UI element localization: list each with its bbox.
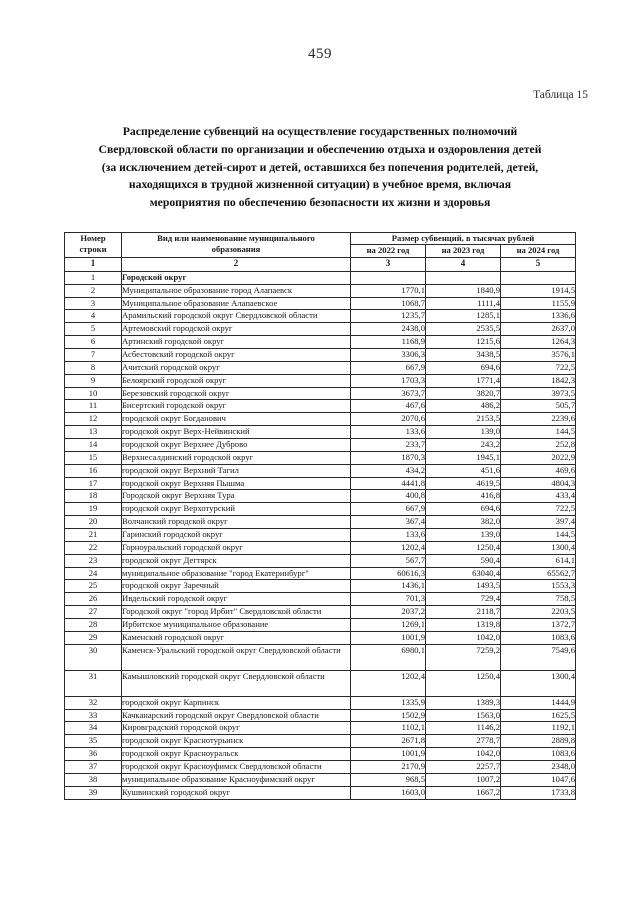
- municipality-name-cell: городской округ Краснотурьинск: [122, 735, 351, 748]
- table-row: [65, 567, 576, 580]
- subvention-2022-cell: 1502,9: [351, 709, 426, 722]
- table-row: [65, 773, 576, 786]
- table-row: [65, 529, 576, 542]
- subvention-2022-cell: 1202,4: [351, 670, 426, 696]
- column-header-year-2022: на 2022 год: [351, 245, 426, 258]
- municipality-name-cell: Кировградский городской округ: [122, 722, 351, 735]
- table-row: [65, 400, 576, 413]
- subvention-2022-cell: 1870,3: [351, 451, 426, 464]
- table-row: [65, 310, 576, 323]
- municipality-name-cell: городской округ Верхний Тагил: [122, 464, 351, 477]
- subvention-2023-cell: 2153,5: [426, 413, 501, 426]
- municipality-name-cell: Каменск-Уральский городской округ Свердловской области: [122, 644, 351, 670]
- municipality-name-cell: городской округ Заречный: [122, 580, 351, 593]
- municipality-name-cell: городской округ Красноуральск: [122, 748, 351, 761]
- municipality-name-cell: городской округ Красноуфимск Свердловской области: [122, 761, 351, 774]
- subvention-2022-cell: 1068,7: [351, 297, 426, 310]
- subvention-2023-cell: 3820,7: [426, 387, 501, 400]
- title-line-4: находящихся в трудной жизненной ситуации) в учебное время, включая: [128, 178, 512, 192]
- subvention-2024-cell: 1733,8: [501, 786, 576, 799]
- subvention-2024-cell: 2022,9: [501, 451, 576, 464]
- column-number-1: 1: [65, 257, 122, 271]
- municipality-name-cell: городской округ Дегтярск: [122, 554, 351, 567]
- municipality-name-cell: Артинский городской округ: [122, 336, 351, 349]
- subvention-2022-cell: 2170,9: [351, 761, 426, 774]
- subvention-2023-cell: 1111,4: [426, 297, 501, 310]
- row-number-cell: 25: [65, 580, 122, 593]
- row-number-cell: 7: [65, 348, 122, 361]
- municipality-name-cell: Городской округ Верхняя Тура: [122, 490, 351, 503]
- subvention-2023-cell: 694,6: [426, 361, 501, 374]
- table-row: [65, 735, 576, 748]
- municipality-name-cell: городской округ Карпинск: [122, 696, 351, 709]
- municipality-name-cell: муниципальное образование Красноуфимский округ: [122, 773, 351, 786]
- subvention-2023-cell: 1389,3: [426, 696, 501, 709]
- subvention-2023-cell: 1042,0: [426, 631, 501, 644]
- table-row: [65, 284, 576, 297]
- municipality-name-cell: Камышловский городской округ Свердловской области: [122, 670, 351, 696]
- subvention-2023-cell: 139,0: [426, 426, 501, 439]
- row-number-cell: 35: [65, 735, 122, 748]
- subvention-2022-cell: 4441,8: [351, 477, 426, 490]
- column-header-year-2024: на 2024 год: [501, 245, 576, 258]
- subvention-2023-cell: 3438,5: [426, 348, 501, 361]
- table-body: [65, 271, 576, 799]
- subvention-2023-cell: 382,0: [426, 516, 501, 529]
- municipality-name-cell: Ачитский городской округ: [122, 361, 351, 374]
- subvention-2023-cell: 1146,2: [426, 722, 501, 735]
- row-number-cell: 18: [65, 490, 122, 503]
- row-number-cell: 28: [65, 619, 122, 632]
- subvention-2022-cell: 133,6: [351, 426, 426, 439]
- municipality-name-cell: Верхнесалдинский городской округ: [122, 451, 351, 464]
- subvention-2023-cell: 590,4: [426, 554, 501, 567]
- column-header-row-number: [65, 232, 122, 257]
- subvention-2024-cell: 433,4: [501, 490, 576, 503]
- municipality-name-cell: Кушвинский городской округ: [122, 786, 351, 799]
- subvention-2024-cell: 505,7: [501, 400, 576, 413]
- row-number-cell: 29: [65, 631, 122, 644]
- subvention-2024-cell: 1842,3: [501, 374, 576, 387]
- table-row: [65, 748, 576, 761]
- row-number-cell: 36: [65, 748, 122, 761]
- subvention-2022-cell: [351, 271, 426, 284]
- subvention-2024-cell: 1336,6: [501, 310, 576, 323]
- municipality-name-cell: Гаринский городской округ: [122, 529, 351, 542]
- column-number-5: 5: [501, 257, 576, 271]
- subvention-2022-cell: 6980,1: [351, 644, 426, 670]
- subvention-2022-cell: 367,4: [351, 516, 426, 529]
- subvention-2024-cell: 397,4: [501, 516, 576, 529]
- table-row: [65, 644, 576, 670]
- municipality-name-cell: Качканарский городской округ Свердловской области: [122, 709, 351, 722]
- subvention-2022-cell: 1235,7: [351, 310, 426, 323]
- table-row: [65, 619, 576, 632]
- municipality-name-cell: Волчанский городской округ: [122, 516, 351, 529]
- subvention-2022-cell: 2037,2: [351, 606, 426, 619]
- subvention-2022-cell: 1001,9: [351, 748, 426, 761]
- subvention-2022-cell: 2671,8: [351, 735, 426, 748]
- subvention-2022-cell: 1436,1: [351, 580, 426, 593]
- municipality-name-cell: Ивдельский городской округ: [122, 593, 351, 606]
- row-number-cell: 34: [65, 722, 122, 735]
- subvention-2023-cell: 416,8: [426, 490, 501, 503]
- subvention-2024-cell: 3576,1: [501, 348, 576, 361]
- subvention-2024-cell: 1300,4: [501, 670, 576, 696]
- subvention-2022-cell: 434,2: [351, 464, 426, 477]
- table-row: [65, 786, 576, 799]
- subvention-2022-cell: 1770,1: [351, 284, 426, 297]
- subvention-2024-cell: 1264,3: [501, 336, 576, 349]
- title-line-3: (за исключением детей-сирот и детей, оставшихся без попечения родителей, детей,: [101, 160, 539, 174]
- subvention-2024-cell: 1047,6: [501, 773, 576, 786]
- subvention-2022-cell: 1202,4: [351, 541, 426, 554]
- municipality-name-cell: Бисертский городской округ: [122, 400, 351, 413]
- subvention-2023-cell: 2118,7: [426, 606, 501, 619]
- subvention-2024-cell: 2637,0: [501, 323, 576, 336]
- subvention-2022-cell: 3306,3: [351, 348, 426, 361]
- subvention-2024-cell: 2889,8: [501, 735, 576, 748]
- row-number-cell: 15: [65, 451, 122, 464]
- municipality-name-cell: Белоярский городской округ: [122, 374, 351, 387]
- table-row: [65, 554, 576, 567]
- municipality-name-cell: Муниципальное образование город Алапаевск: [122, 284, 351, 297]
- row-number-cell: 10: [65, 387, 122, 400]
- column-header-year-2023: на 2023 год: [426, 245, 501, 258]
- subvention-2024-cell: 1372,7: [501, 619, 576, 632]
- subvention-2024-cell: 469,6: [501, 464, 576, 477]
- table-row: [65, 464, 576, 477]
- municipality-name-cell: городской округ Верхнее Дуброво: [122, 439, 351, 452]
- row-number-cell: 33: [65, 709, 122, 722]
- subvention-2022-cell: 2070,6: [351, 413, 426, 426]
- column-number-4: 4: [426, 257, 501, 271]
- table-row: [65, 297, 576, 310]
- municipality-name-cell: Каменский городской округ: [122, 631, 351, 644]
- subvention-2022-cell: 400,8: [351, 490, 426, 503]
- row-number-cell: 17: [65, 477, 122, 490]
- row-number-cell: 9: [65, 374, 122, 387]
- subvention-2023-cell: 1250,4: [426, 670, 501, 696]
- table-row: [65, 709, 576, 722]
- subvention-2024-cell: 65562,7: [501, 567, 576, 580]
- row-number-cell: 20: [65, 516, 122, 529]
- municipality-name-cell: городской округ Верхняя Пышма: [122, 477, 351, 490]
- subvention-2023-cell: 2535,5: [426, 323, 501, 336]
- subvention-2024-cell: 2203,5: [501, 606, 576, 619]
- row-number-cell: 38: [65, 773, 122, 786]
- table-row: [65, 606, 576, 619]
- subvention-2024-cell: [501, 271, 576, 284]
- row-number-cell: 26: [65, 593, 122, 606]
- subvention-2022-cell: 60616,3: [351, 567, 426, 580]
- subvention-2023-cell: 729,4: [426, 593, 501, 606]
- row-number-cell: 1: [65, 271, 122, 284]
- table-header: [65, 232, 576, 271]
- subvention-2022-cell: 1168,9: [351, 336, 426, 349]
- table-row: [65, 439, 576, 452]
- page-number: 459: [308, 46, 332, 62]
- subvention-2023-cell: 1945,1: [426, 451, 501, 464]
- subvention-2022-cell: 701,3: [351, 593, 426, 606]
- table-row: [65, 490, 576, 503]
- subvention-2024-cell: 4804,3: [501, 477, 576, 490]
- row-number-cell: 37: [65, 761, 122, 774]
- subvention-2024-cell: 722,5: [501, 503, 576, 516]
- subvention-2023-cell: 139,0: [426, 529, 501, 542]
- subvention-2024-cell: 758,5: [501, 593, 576, 606]
- table-row: [65, 696, 576, 709]
- subvention-2022-cell: 233,7: [351, 439, 426, 452]
- municipality-name-cell: муниципальное образование "город Екатеринбург": [122, 567, 351, 580]
- row-number-cell: 5: [65, 323, 122, 336]
- subvention-2022-cell: 567,7: [351, 554, 426, 567]
- subvention-2023-cell: 1493,5: [426, 580, 501, 593]
- row-number-cell: 24: [65, 567, 122, 580]
- subvention-2024-cell: 7549,6: [501, 644, 576, 670]
- municipality-name-cell: Городской округ: [122, 271, 351, 284]
- subvention-2023-cell: 1563,0: [426, 709, 501, 722]
- table-row: [65, 670, 576, 696]
- subvention-2024-cell: 1553,3: [501, 580, 576, 593]
- subvention-2022-cell: 1269,1: [351, 619, 426, 632]
- subvention-2024-cell: 1625,5: [501, 709, 576, 722]
- subvention-2024-cell: 252,8: [501, 439, 576, 452]
- subvention-2023-cell: 1840,9: [426, 284, 501, 297]
- column-header-size-group: Размер субвенций, в тысячах рублей: [351, 232, 576, 245]
- subvention-2022-cell: 1335,9: [351, 696, 426, 709]
- municipality-name-cell: Арамильский городской округ Свердловской области: [122, 310, 351, 323]
- subvention-2024-cell: 1155,9: [501, 297, 576, 310]
- subvention-2022-cell: 1102,1: [351, 722, 426, 735]
- table-row: [65, 413, 576, 426]
- subvention-2024-cell: 3973,5: [501, 387, 576, 400]
- subvention-2022-cell: 968,5: [351, 773, 426, 786]
- row-number-cell: 39: [65, 786, 122, 799]
- municipality-name-cell: Городской округ "город Ирбит" Свердловской области: [122, 606, 351, 619]
- subvention-2024-cell: 2239,6: [501, 413, 576, 426]
- table-row: [65, 348, 576, 361]
- subvention-2022-cell: 2438,0: [351, 323, 426, 336]
- subvention-2024-cell: 1914,5: [501, 284, 576, 297]
- subvention-2022-cell: 667,9: [351, 503, 426, 516]
- row-number-header-line-1: Номер: [80, 232, 106, 243]
- table-label: Таблица 15: [533, 89, 588, 101]
- municipality-name-cell: Артемовский городской округ: [122, 323, 351, 336]
- municipality-name-cell: Ирбитское муниципальное образование: [122, 619, 351, 632]
- subvention-2023-cell: 1215,6: [426, 336, 501, 349]
- subvention-2022-cell: 133,6: [351, 529, 426, 542]
- subvention-2023-cell: 1042,0: [426, 748, 501, 761]
- table-row: [65, 722, 576, 735]
- subvention-2023-cell: [426, 271, 501, 284]
- table-row: [65, 374, 576, 387]
- row-number-cell: 2: [65, 284, 122, 297]
- row-number-cell: 21: [65, 529, 122, 542]
- row-number-cell: 13: [65, 426, 122, 439]
- table-row: [65, 516, 576, 529]
- subvention-2023-cell: 1007,2: [426, 773, 501, 786]
- subvention-2022-cell: 3673,7: [351, 387, 426, 400]
- municipality-name-cell: Асбестовский городской округ: [122, 348, 351, 361]
- row-number-cell: 23: [65, 554, 122, 567]
- table-row: [65, 580, 576, 593]
- subvention-2023-cell: 694,6: [426, 503, 501, 516]
- table-header-row-1: [65, 232, 576, 245]
- subvention-2024-cell: 2348,0: [501, 761, 576, 774]
- subvention-2024-cell: 144,5: [501, 426, 576, 439]
- subvention-2024-cell: 1444,9: [501, 696, 576, 709]
- row-number-cell: 27: [65, 606, 122, 619]
- title-line-2: Свердловской области по организации и обеспечению отдыха и оздоровления детей: [98, 142, 542, 156]
- subvention-2023-cell: 1667,2: [426, 786, 501, 799]
- subvention-2024-cell: 614,1: [501, 554, 576, 567]
- table-row: [65, 761, 576, 774]
- municipality-name-cell: городской округ Верх-Нейвинский: [122, 426, 351, 439]
- municipality-name-cell: Муниципальное образование Алапаевское: [122, 297, 351, 310]
- table-row: [65, 541, 576, 554]
- name-header-line-2: образования: [211, 244, 261, 255]
- row-number-cell: 32: [65, 696, 122, 709]
- row-number-cell: 11: [65, 400, 122, 413]
- subvention-2022-cell: 667,9: [351, 361, 426, 374]
- row-number-cell: 19: [65, 503, 122, 516]
- subvention-2024-cell: 1083,6: [501, 631, 576, 644]
- table-row: [65, 426, 576, 439]
- subvention-2022-cell: 1001,9: [351, 631, 426, 644]
- subvention-2023-cell: 63040,4: [426, 567, 501, 580]
- row-number-header-line-2: строки: [79, 244, 107, 255]
- table-row: [65, 451, 576, 464]
- subvention-2023-cell: 1285,1: [426, 310, 501, 323]
- table-row: [65, 271, 576, 284]
- table-row: [65, 631, 576, 644]
- table-row: [65, 503, 576, 516]
- subvention-2022-cell: 1703,3: [351, 374, 426, 387]
- subvention-2023-cell: 2257,7: [426, 761, 501, 774]
- column-header-name: [122, 232, 351, 257]
- subvention-2023-cell: 451,6: [426, 464, 501, 477]
- row-number-cell: 8: [65, 361, 122, 374]
- table-row: [65, 323, 576, 336]
- row-number-cell: 6: [65, 336, 122, 349]
- municipality-name-cell: Горноуральский городской округ: [122, 541, 351, 554]
- row-number-cell: 30: [65, 644, 122, 670]
- row-number-cell: 31: [65, 670, 122, 696]
- municipality-name-cell: Березовский городской округ: [122, 387, 351, 400]
- municipality-name-cell: городской округ Верхотурский: [122, 503, 351, 516]
- subvention-2023-cell: 1319,8: [426, 619, 501, 632]
- table-row: [65, 336, 576, 349]
- row-number-cell: 4: [65, 310, 122, 323]
- subvention-2023-cell: 2778,7: [426, 735, 501, 748]
- column-number-3: 3: [351, 257, 426, 271]
- subvention-2024-cell: 1300,4: [501, 541, 576, 554]
- municipality-name-cell: городской округ Богданович: [122, 413, 351, 426]
- row-number-cell: 3: [65, 297, 122, 310]
- row-number-cell: 16: [65, 464, 122, 477]
- subvention-2022-cell: 1603,0: [351, 786, 426, 799]
- row-number-cell: 22: [65, 541, 122, 554]
- table-row: [65, 477, 576, 490]
- subvention-2023-cell: 243,2: [426, 439, 501, 452]
- row-number-cell: 14: [65, 439, 122, 452]
- title-line-1: Распределение субвенций на осуществление государственных полномочий: [122, 125, 518, 138]
- document-title: [72, 123, 568, 212]
- title-line-5: мероприятия по обеспечению безопасности их жизни и здоровья: [149, 196, 491, 210]
- column-number-row: [65, 257, 576, 271]
- subvention-2024-cell: 1192,1: [501, 722, 576, 735]
- subvention-2023-cell: 4619,5: [426, 477, 501, 490]
- subvention-2023-cell: 7259,2: [426, 644, 501, 670]
- name-header-line-1: Вид или наименование муниципального: [157, 232, 315, 243]
- subvention-2023-cell: 1771,4: [426, 374, 501, 387]
- subvention-2023-cell: 486,2: [426, 400, 501, 413]
- subvention-2024-cell: 722,5: [501, 361, 576, 374]
- subventions-table: [64, 232, 576, 800]
- subvention-2022-cell: 467,6: [351, 400, 426, 413]
- table-row: [65, 361, 576, 374]
- subvention-2023-cell: 1250,4: [426, 541, 501, 554]
- subvention-2024-cell: 1083,6: [501, 748, 576, 761]
- table-row: [65, 387, 576, 400]
- subvention-2024-cell: 144,5: [501, 529, 576, 542]
- column-number-2: 2: [122, 257, 351, 271]
- row-number-cell: 12: [65, 413, 122, 426]
- table-row: [65, 593, 576, 606]
